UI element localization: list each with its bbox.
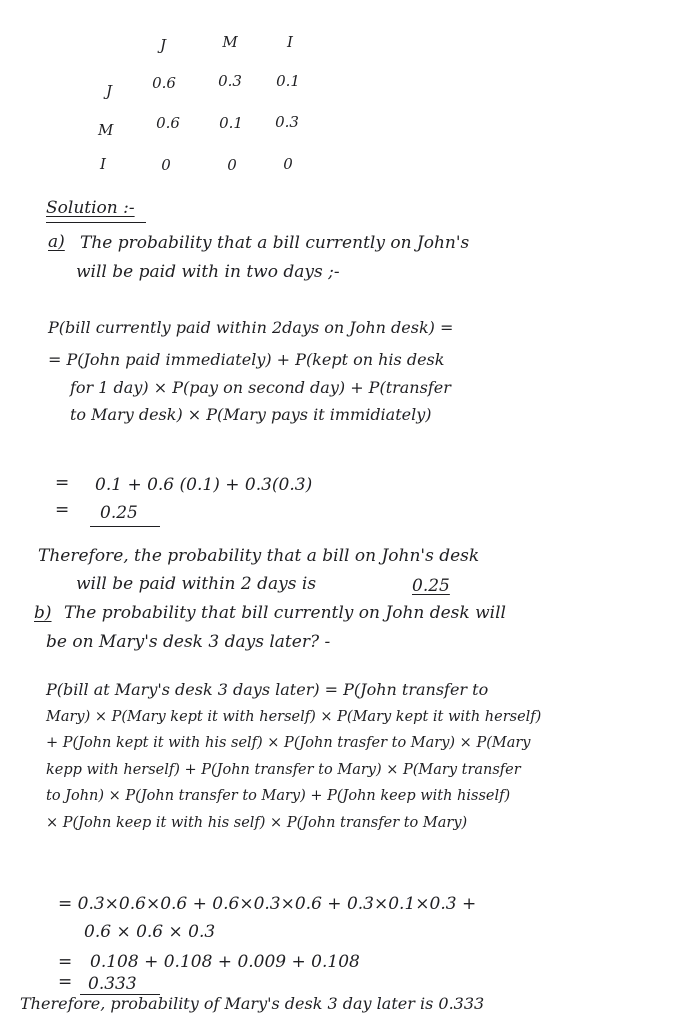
- part-b-formula-line-2: Mary) × P(Mary kept it with herself) × P(Mary kept it with herself): [46, 709, 542, 725]
- result-underline: [90, 526, 160, 527]
- part-b-formula-line-1: P(bill at Mary's desk 3 days later) = P(John transfer to: [46, 680, 489, 699]
- part-a-label: a): [48, 232, 65, 252]
- part-a-conclusion-value: 0.25: [412, 576, 450, 596]
- col-header-i: I: [287, 33, 293, 51]
- part-a-calc-sign-1: =: [55, 473, 70, 493]
- row-label-j: J: [106, 82, 113, 100]
- cell-m-j: 0.6: [156, 114, 180, 132]
- part-b-calc-sign-4: =: [58, 972, 73, 992]
- part-a-result: 0.25: [100, 503, 138, 523]
- part-a-formula-line-2: = P(John paid immediately) + P(kept on his desk: [48, 350, 445, 369]
- col-header-m: M: [222, 33, 238, 51]
- part-b-question-line-1: The probability that bill currently on John desk will: [64, 603, 506, 623]
- part-b-conclusion: Therefore, probability of Mary's desk 3 day later is 0.333: [20, 994, 485, 1013]
- part-b-formula-line-6: × P(John keep it with his self) × P(John transfer to Mary): [46, 815, 468, 831]
- part-b-formula-line-4: kepp with herself) + P(John transfer to Mary) × P(Mary transfer: [46, 762, 521, 778]
- part-a-conclusion-line-1: Therefore, the probability that a bill on John's desk: [38, 546, 480, 566]
- part-b-question-line-2: be on Mary's desk 3 days later? -: [46, 632, 331, 652]
- cell-i-m: 0: [227, 156, 237, 174]
- cell-m-m: 0.1: [219, 114, 243, 132]
- part-a-conclusion-line-2: will be paid within 2 days is: [76, 574, 317, 594]
- row-label-i: I: [100, 155, 106, 173]
- part-b-result: 0.333: [88, 974, 137, 994]
- part-a-calc-line-1: 0.1 + 0.6 (0.1) + 0.3(0.3): [95, 475, 313, 495]
- row-label-m: M: [98, 121, 114, 139]
- part-b-calc-line-2: 0.6 × 0.6 × 0.3: [84, 922, 216, 942]
- part-b-label: b): [34, 603, 52, 623]
- heading-underline: [46, 222, 146, 223]
- cell-j-m: 0.3: [218, 72, 242, 90]
- cell-m-i: 0.3: [275, 113, 299, 131]
- part-b-calc-sign-3: =: [58, 952, 73, 972]
- part-a-question-line-1: The probability that a bill currently on John's: [80, 233, 470, 253]
- solution-heading: Solution :-: [46, 198, 135, 218]
- part-a-question-line-2: will be paid with in two days ;-: [76, 262, 340, 282]
- part-b-calc-line-3: 0.108 + 0.108 + 0.009 + 0.108: [90, 952, 360, 972]
- col-header-j: J: [159, 36, 166, 54]
- cell-j-i: 0.1: [276, 72, 300, 90]
- cell-i-j: 0: [161, 156, 171, 174]
- part-a-formula-line-4: to Mary desk) × P(Mary pays it immidiately): [70, 405, 432, 424]
- part-b-formula-line-3: + P(John kept it with his self) × P(John trasfer to Mary) × P(Mary: [46, 735, 531, 751]
- part-a-formula-line-3: for 1 day) × P(pay on second day) + P(transfer: [70, 378, 451, 397]
- cell-i-i: 0: [283, 155, 293, 173]
- part-b-calc-line-1: = 0.3×0.6×0.6 + 0.6×0.3×0.6 + 0.3×0.1×0.3 +: [58, 894, 477, 914]
- cell-j-j: 0.6: [152, 74, 176, 92]
- part-a-formula-line-1: P(bill currently paid within 2days on John desk) =: [48, 318, 454, 337]
- part-a-calc-sign-2: =: [55, 500, 70, 520]
- part-b-formula-line-5: to John) × P(John transfer to Mary) + P(John keep with hisself): [46, 788, 511, 804]
